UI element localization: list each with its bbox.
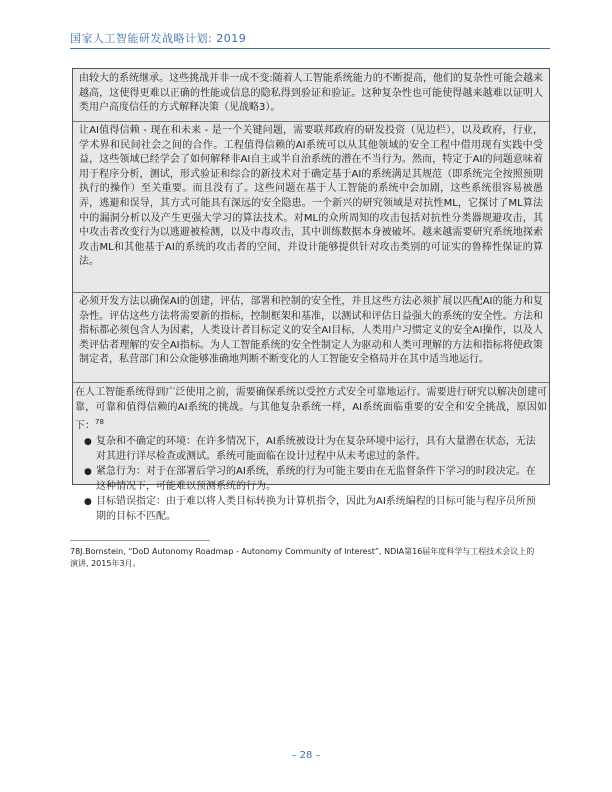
box-divider-3 [73,382,549,383]
bullet-icon: ● [84,497,92,507]
box-paragraph-1: 由较大的系统继承。这些挑战并非一成不变:随着人工智能系统能力的不断提高，他们的复杂性可能会越来越高，这使得更难以正确的性能或信息的隐私得到验证和验证。这种复杂性也可能使得越来越难以证明人类用户高度信任的方式解释决策（见战略3）。 [79,73,543,114]
list-item [84,465,536,494]
list-item [84,435,536,464]
sidebar-box [72,68,550,485]
page-number: – 28 – [291,750,321,761]
footnote: 78J.Bornstein, “DoD Autonomy Roadmap - Autonomy Community of Interest”, NDIA第16届年度科学与工程技术会议上的演讲, 2015年3月。 [70,547,535,568]
footnote-rule [70,540,210,541]
bullet-icon: ● [84,467,92,477]
footnote-ref[interactable]: 78 [95,418,104,427]
list-item-text: 复杂和不确定的环境：在许多情况下，AI系统被设计为在复杂环境中运行，具有大量潜在状态，无法对其进行详尽检查或测试。系统可能面临在设计过程中从未考虑过的条件。 [96,436,536,462]
box-divider-1 [73,121,549,122]
box-paragraph-2: 让AI值得信赖 - 现在和未来 - 是一个关键问题，需要联邦政府的研发投资（见边栏），以及政府，行业，学术界和民间社会之间的合作。工程值得信赖的AI系统可以从其他领域的安全工程中借用现有实践中受益，这些领域已经学会了如何解释非AI自主或半自治系统的潜在不当行为。然而，特定于AI的问题意味着用于程序分析，测试，形式验证和综合的新技术对于确定基于AI的系统满足其规范（即系统完全按照预期执行的操作）至关重要。而且没有了。这些问题在基于人工智能的系统中会加剧，这些系统很容易被愚弄，逃避和误导，其方式可能具有深远的安全隐患。一个新兴的研究领域是对抗性ML，它探讨了ML算法中的漏洞分析以及产生更强大学习的算法技术。对ML的众所周知的攻击包括对抗性分类器规避攻击，其中攻击者改变行为以逃避被检测，以及中毒攻击，其中训练数据本身被破坏。越来越需要研究系统地探索攻击ML和其他基于AI的系统的攻击者的空间，并设计能够提供针对攻击类别的可证实的鲁棒性保证的算法。 [79,125,543,268]
list-item-text: 紧急行为：对于在部署后学习的AI系统，系统的行为可能主要由在无监督条件下学习的时段决定。在这种情况下，可能难以预测系统的行为。 [96,466,536,492]
box-divider-2 [73,292,549,293]
page-header: 国家人工智能研发战略计划: 2019 [70,30,550,49]
box-paragraph-3: 必须开发方法以确保AI的创建，评估，部署和控制的安全性，并且这些方法必须扩展以匹配AI的能力和复杂性。评估这些方法将需要新的指标，控制框架和基准，以测试和评估日益强大的系统的安全性。方法和指标都必须包含人为因素，人类设计者目标定义的安全AI目标，人类用户习惯定义的安全AI操作，以及人类评估者理解的安全AI指标。为人工智能系统的安全性制定人为驱动和人类可理解的方法和指标将使政策制定者，私营部门和公众能够准确地判断不断变化的人工智能安全格局并在其中适当地运行。 [79,296,543,366]
list-item-text: 目标错误指定：由于难以将人类目标转换为计算机指令，因此为AI系统编程的目标可能与程序员所预期的目标不匹配。 [96,496,536,522]
bullet-icon: ● [84,437,92,447]
box-paragraph-4-text: 在人工智能系统得到广泛使用之前，需要确保系统以受控方式安全可靠地运行。需要进行研究以解决创建可靠，可靠和值得信赖的AI系统的挑战。与其他复杂系统一样，AI系统面临重要的安全和安全挑战，原因如下： [75,387,547,432]
list-item [84,495,536,524]
box-paragraph-4 [75,386,547,434]
